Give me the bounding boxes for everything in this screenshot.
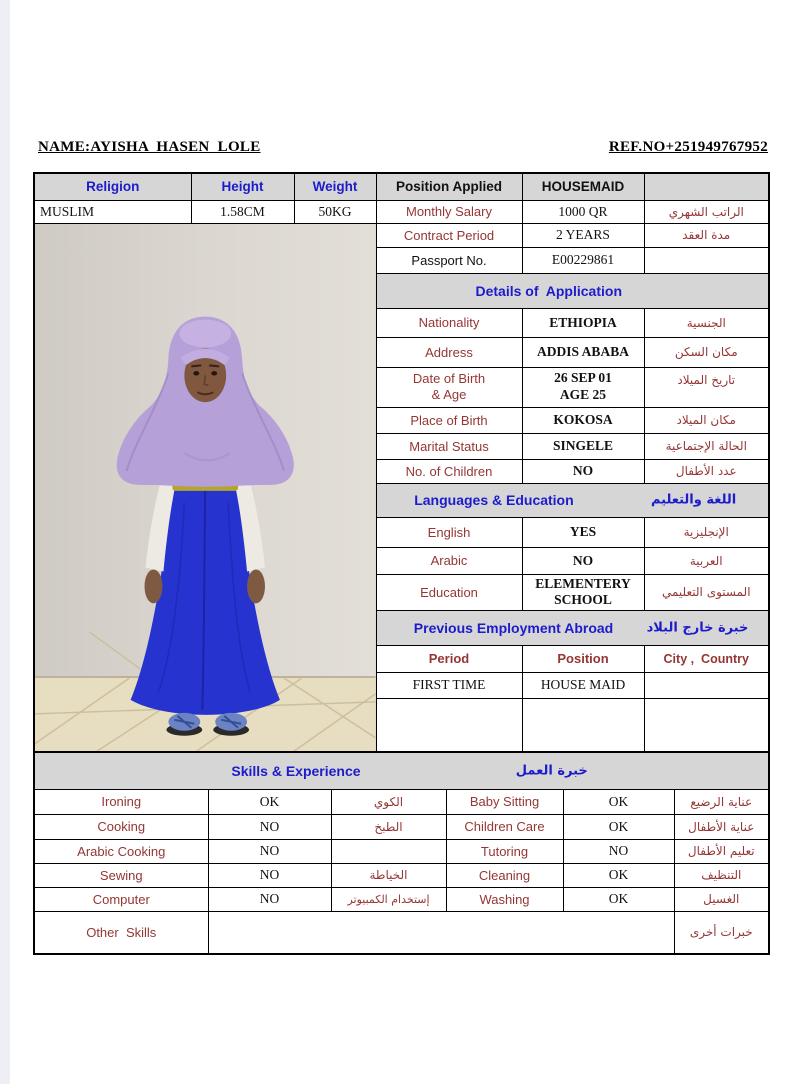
employment-period-value: FIRST TIME	[376, 672, 522, 698]
col-religion: Religion	[34, 173, 191, 200]
passport-value: E00229861	[522, 247, 644, 273]
weight-value: 50KG	[294, 200, 376, 223]
cooking-label-ar: الطبخ	[331, 814, 446, 839]
dob-label-ar: تاريخ الميلاد	[644, 367, 769, 407]
dob-value-line1: 26 SEP 01	[554, 370, 612, 386]
dob-label-line2: & Age	[431, 387, 467, 402]
cooking-label: Cooking	[34, 814, 208, 839]
birthplace-label: Place of Birth	[376, 407, 522, 433]
passport-empty-ar	[644, 247, 769, 273]
contract-label-ar: مدة العقد	[644, 223, 769, 247]
details-title: Details of Application	[475, 282, 622, 299]
arabic-value: NO	[522, 547, 644, 574]
previous-employment-band	[376, 610, 769, 645]
salary-label: Monthly Salary	[376, 200, 522, 223]
details-of-application-band	[376, 273, 769, 308]
languages-title: Languages & Education	[414, 492, 574, 508]
dob-label	[376, 367, 522, 407]
position-header: Position	[522, 645, 644, 672]
other-skills-row	[34, 911, 769, 954]
position-value: HOUSEMAID	[522, 173, 644, 200]
height-value: 1.58CM	[191, 200, 294, 223]
skills-row-cooking	[34, 814, 769, 839]
cleaning-label-ar: التنظيف	[674, 863, 769, 887]
contract-label: Contract Period	[376, 223, 522, 247]
english-label: English	[376, 517, 522, 547]
education-value: ELEMENTERY SCHOOL	[522, 574, 644, 610]
col-weight: Weight	[294, 173, 376, 200]
childrencare-value: OK	[563, 814, 674, 839]
sewing-label-ar: الخياطة	[331, 863, 446, 887]
dob-value	[522, 367, 644, 407]
contract-value: 2 YEARS	[522, 223, 644, 247]
employment-title-ar: خبرة خارج البلاد	[646, 620, 749, 635]
tutoring-label-ar: تعليم الأطفال	[674, 839, 769, 863]
applicant-info-table	[33, 172, 770, 755]
contract-row	[34, 223, 769, 247]
english-value: YES	[522, 517, 644, 547]
birthplace-label-ar: مكان الميلاد	[644, 407, 769, 433]
religion-value: MUSLIM	[34, 200, 191, 223]
education-label: Education	[376, 574, 522, 610]
computer-value: NO	[208, 887, 331, 911]
computer-label-ar: إستخدام الكمبيوتر	[331, 887, 446, 911]
nationality-value: ETHIOPIA	[522, 308, 644, 337]
skills-row-arabic-cooking	[34, 839, 769, 863]
other-skills-label: Other Skills	[34, 911, 208, 954]
salary-label-ar: الراتب الشهري	[644, 200, 769, 223]
reference-number: REF.NO+251949767952	[608, 139, 768, 155]
ironing-label: Ironing	[34, 789, 208, 814]
nationality-label: Nationality	[376, 308, 522, 337]
sewing-label: Sewing	[34, 863, 208, 887]
ironing-value: OK	[208, 789, 331, 814]
cleaning-value: OK	[563, 863, 674, 887]
dob-value-line2: AGE 25	[559, 387, 607, 402]
employment-city-empty	[644, 698, 769, 754]
tutoring-value: NO	[563, 839, 674, 863]
cleaning-label: Cleaning	[446, 863, 563, 887]
skills-row-sewing	[34, 863, 769, 887]
header-empty-cell	[644, 173, 769, 200]
skills-title: Skills & Experience	[231, 762, 361, 779]
employment-title: Previous Employment Abroad	[413, 619, 614, 636]
babysitting-label-ar: عناية الرضيع	[674, 789, 769, 814]
children-label-ar: عدد الأطفال	[644, 459, 769, 483]
education-label-ar: المستوى التعليمي	[644, 574, 769, 610]
applicant-photo-graphic	[35, 224, 376, 753]
dob-label-line1: Date of Birth	[412, 370, 486, 386]
languages-title-ar: اللغة والتعليم	[650, 492, 737, 508]
applicant-name: NAME:AYISHA HASEN LOLE	[38, 139, 261, 155]
washing-label: Washing	[446, 887, 563, 911]
other-skills-label-ar: خبرات أخرى	[674, 911, 769, 954]
childrencare-label-ar: عناية الأطفال	[674, 814, 769, 839]
address-label: Address	[376, 337, 522, 367]
skills-row-ironing	[34, 789, 769, 814]
babysitting-label: Baby Sitting	[446, 789, 563, 814]
employment-city-value	[644, 672, 769, 698]
birthplace-value: KOKOSA	[522, 407, 644, 433]
sewing-value: NO	[208, 863, 331, 887]
arabic-label: Arabic	[376, 547, 522, 574]
english-label-ar: الإنجليزية	[644, 517, 769, 547]
page-edge-strip	[0, 0, 10, 1084]
tutoring-label: Tutoring	[446, 839, 563, 863]
address-label-ar: مكان السكن	[644, 337, 769, 367]
arabic-label-ar: العربية	[644, 547, 769, 574]
nationality-label-ar: الجنسية	[644, 308, 769, 337]
computer-label: Computer	[34, 887, 208, 911]
childrencare-label: Children Care	[446, 814, 563, 839]
children-value: NO	[522, 459, 644, 483]
babysitting-value: OK	[563, 789, 674, 814]
marital-label: Marital Status	[376, 433, 522, 459]
address-value: ADDIS ABABA	[522, 337, 644, 367]
employment-position-value: HOUSE MAID	[522, 672, 644, 698]
applicant-photo	[34, 223, 376, 754]
table-header-row	[34, 173, 769, 200]
city-country-header: City , Country	[644, 645, 769, 672]
arabiccooking-label: Arabic Cooking	[34, 839, 208, 863]
document-header	[38, 139, 768, 156]
col-height: Height	[191, 173, 294, 200]
basic-info-row	[34, 200, 769, 223]
skills-table	[33, 751, 770, 955]
employment-period-empty	[376, 698, 522, 754]
languages-education-band	[376, 483, 769, 517]
marital-value: SINGELE	[522, 433, 644, 459]
skills-row-computer	[34, 887, 769, 911]
marital-label-ar: الحالة الإجتماعية	[644, 433, 769, 459]
skills-title-row	[34, 752, 769, 789]
skills-title-ar: خبرة العمل	[515, 763, 588, 779]
employment-position-empty	[522, 698, 644, 754]
arabiccooking-value: NO	[208, 839, 331, 863]
other-skills-empty	[208, 911, 674, 954]
washing-value: OK	[563, 887, 674, 911]
passport-label: Passport No.	[376, 247, 522, 273]
children-label: No. of Children	[376, 459, 522, 483]
arabiccooking-label-ar	[331, 839, 446, 863]
ironing-label-ar: الكوي	[331, 789, 446, 814]
salary-value: 1000 QR	[522, 200, 644, 223]
col-position-applied: Position Applied	[376, 173, 522, 200]
skills-experience-band	[34, 752, 769, 789]
cooking-value: NO	[208, 814, 331, 839]
period-header: Period	[376, 645, 522, 672]
washing-label-ar: الغسيل	[674, 887, 769, 911]
